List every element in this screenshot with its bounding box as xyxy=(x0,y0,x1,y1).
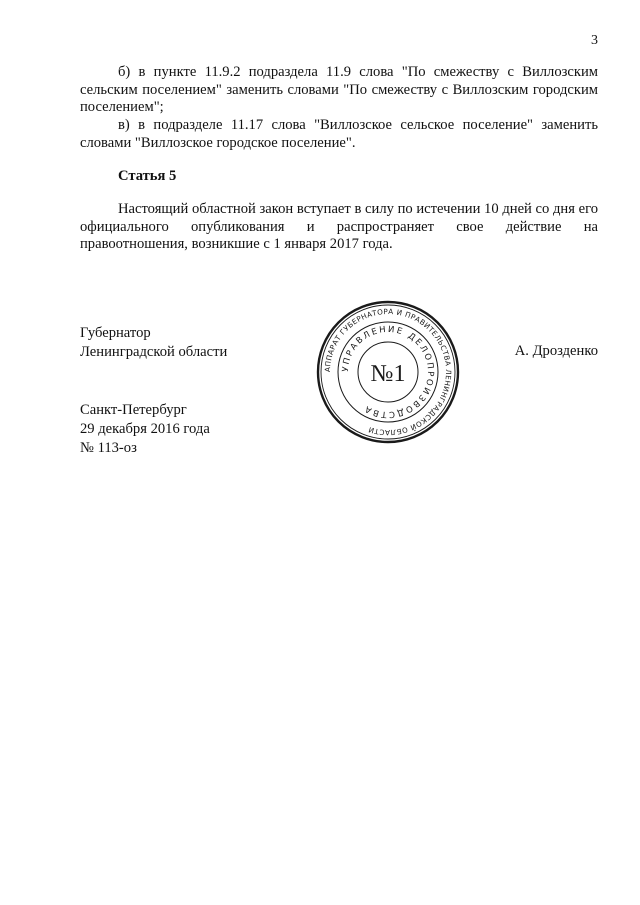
law-number: № 113-оз xyxy=(80,440,137,456)
article-text: Настоящий областной закон вступает в силу по истечении 10 дней со дня его официального опубликования и распространяет свое действие на правоотношения, возникшие с 1 января 2017 года. xyxy=(80,201,598,252)
place-date-block xyxy=(80,401,210,458)
paragraph-b: б) в пункте 11.9.2 подраздела 11.9 слова "По смежеству с Виллозским сельским поселением" заменить словами "По смежеству с Виллозским городским поселением"; xyxy=(80,64,598,115)
date: 29 декабря 2016 года xyxy=(80,421,210,437)
signatory-title-line1: Губернатор xyxy=(80,325,151,341)
city: Санкт-Петербург xyxy=(80,402,187,418)
article-heading: Статья 5 xyxy=(118,168,177,184)
stamp-inner-text: УПРАВЛЕНИЕ ДЕЛОПРОИЗВОДСТВА xyxy=(340,324,436,420)
official-stamp xyxy=(313,297,463,447)
stamp-seal-icon xyxy=(313,297,463,447)
signatory-title-line2: Ленинградской области xyxy=(80,344,228,360)
signatory-title xyxy=(80,324,227,362)
stamp-center-number: №1 xyxy=(370,361,406,387)
signatory-name: А. Дрозденко xyxy=(514,343,598,359)
stamp-outer-text: АППАРАТ ГУБЕРНАТОРА И ПРАВИТЕЛЬСТВА ЛЕНИНГРАДСКОЙ ОБЛАСТИ xyxy=(322,306,454,438)
paragraph-v: в) в подразделе 11.17 слова "Виллозское сельское поселение" заменить словами "Виллозское городское поселение". xyxy=(80,117,598,151)
page-number: 3 xyxy=(591,33,598,48)
